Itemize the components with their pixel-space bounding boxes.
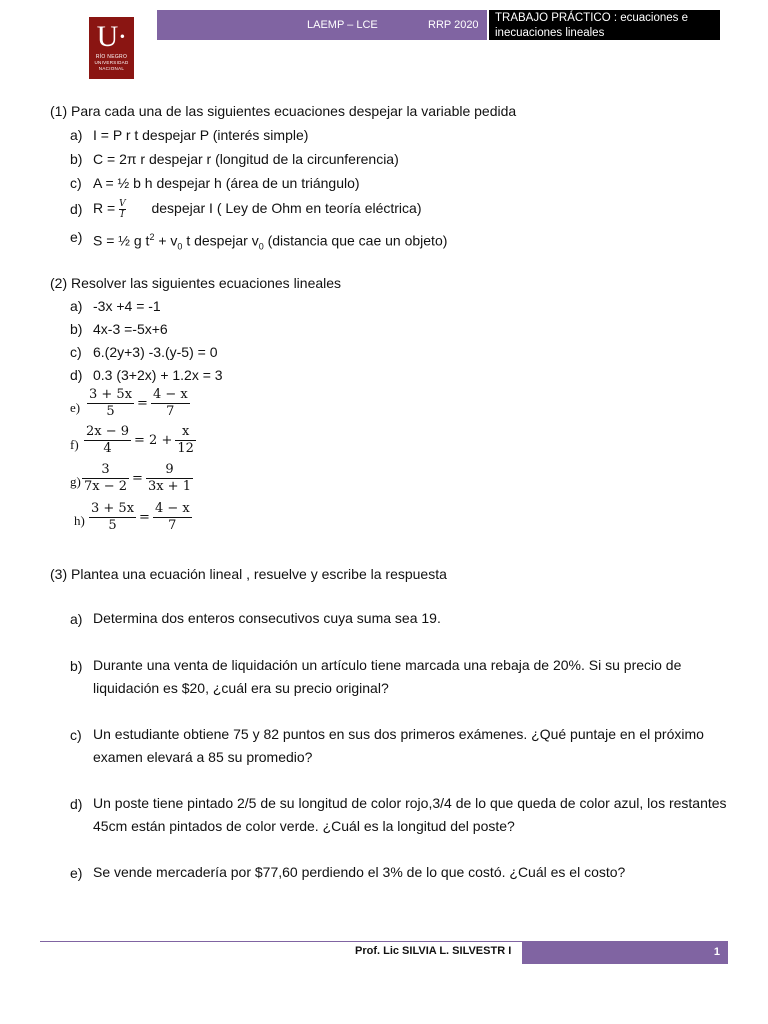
exponent: 2: [149, 232, 155, 242]
right-fraction: [175, 424, 196, 457]
logo-line-3: NACIONAL: [98, 65, 125, 71]
problem-text: Un estudiante obtiene 75 y 82 puntos en sus dos primeros exámenes. ¿Qué puntaje en el próximo examen elevará a 85 su promedio?: [93, 726, 704, 765]
item-label: a): [70, 298, 83, 314]
numerator: 3 + 5x: [91, 501, 135, 516]
page-number: 1: [713, 946, 720, 958]
item-label: f): [70, 437, 79, 452]
footer-author: Prof. Lic SILVIA L. SILVESTR I: [355, 945, 512, 957]
denominator: 7: [151, 403, 190, 420]
left-fraction: [84, 424, 131, 457]
fraction-equation-e: [87, 387, 190, 420]
formula-part: (distancia que cae un objeto): [263, 232, 448, 249]
item-label: e): [70, 229, 83, 245]
v-over-i-fraction: [119, 199, 126, 220]
item-label: a): [70, 127, 83, 143]
problem-text: Durante una venta de liquidación un artículo tiene marcada una rebaja de 20%. Si su precio de liquidación es $20, ¿cuál era su precio original?: [93, 657, 682, 696]
ohm-prefix: R =: [93, 200, 116, 216]
ohm-law-item: [93, 194, 422, 222]
numerator: 3 + 5x: [89, 387, 133, 402]
site-year: RRP 2020: [428, 19, 479, 31]
item-label: g): [70, 474, 81, 489]
formula-part: + v: [154, 232, 178, 249]
item-label: a): [70, 611, 83, 627]
item-label: d): [70, 796, 83, 812]
operator: = 2 +: [134, 433, 173, 448]
logo-line-2: UNIVERSIDAD: [94, 60, 129, 65]
denominator: 7: [153, 517, 192, 534]
logo-line-1: RÍO NEGRO: [95, 54, 128, 60]
numerator: 4 − x: [154, 501, 190, 516]
fraction-equation-h: [89, 501, 192, 534]
item-label: c): [70, 727, 82, 743]
subscript: 0: [258, 241, 264, 252]
numerator: 9: [165, 462, 174, 477]
operator: =: [137, 396, 148, 411]
logo-mark: U·: [96, 20, 127, 53]
left-fraction: [89, 501, 136, 534]
item-label: e): [70, 865, 83, 881]
header-bar: [157, 10, 487, 40]
item-label: e): [70, 400, 81, 415]
item-text: I = P r t despejar P (interés simple): [93, 127, 309, 143]
subscript: 0: [177, 241, 183, 252]
formula-part: t despejar v: [182, 232, 259, 249]
problem-text: Determina dos enteros consecutivos cuya suma sea 19.: [93, 610, 441, 626]
item-text: 4x-3 =-5x+6: [93, 321, 168, 337]
left-fraction: [82, 462, 129, 495]
fall-distance-item: [93, 228, 447, 255]
fraction-denominator: I: [120, 209, 125, 220]
operator: =: [139, 510, 150, 525]
operator: =: [132, 471, 143, 486]
item-label: d): [70, 201, 83, 217]
item-label: h): [74, 513, 85, 528]
numerator: 4 − x: [152, 387, 188, 402]
ohm-text: despejar I ( Ley de Ohm en teoría eléctrica): [151, 200, 422, 216]
item-label: d): [70, 367, 83, 383]
left-fraction: [87, 387, 134, 420]
footer-bar: [522, 942, 728, 964]
right-fraction: [146, 462, 193, 495]
item-label: b): [70, 151, 83, 167]
problem-text: Se vende mercadería por $77,60 perdiendo el 3% de lo que costó. ¿Cuál es el costo?: [93, 864, 626, 880]
document-title: TRABAJO PRÁCTICO : ecuaciones e inecuaciones lineales: [489, 10, 720, 40]
course-code: LAEMP – LCE: [307, 19, 378, 31]
denominator: 7x − 2: [84, 479, 128, 494]
item-text: 0.3 (3+2x) + 1.2x = 3: [93, 367, 223, 383]
numerator: 2x − 9: [86, 424, 130, 439]
problem-text: Un poste tiene pintado 2/5 de su longitud de color rojo,3/4 de lo que queda de color azul, los restantes 45cm están pintados de color verde. ¿Cuál es la longitud del poste?: [93, 795, 727, 834]
denominator: 4: [84, 440, 131, 457]
item-label: c): [70, 344, 82, 360]
item-label: b): [70, 321, 83, 337]
fraction-equation-f: [84, 424, 196, 457]
denominator: 5: [89, 517, 136, 534]
numerator: x: [181, 424, 190, 439]
denominator: 5: [87, 403, 134, 420]
fraction-numerator: V: [119, 198, 126, 209]
item-text: A = ½ b h despejar h (área de un triángulo): [93, 175, 360, 191]
section-3-heading: (3) Plantea una ecuación lineal , resuelve y escribe la respuesta: [50, 566, 447, 582]
item-text: C = 2π r despejar r (longitud de la circunferencia): [93, 151, 399, 167]
item-label: b): [70, 658, 83, 674]
section-1-heading: (1) Para cada una de las siguientes ecuaciones despejar la variable pedida: [50, 103, 517, 119]
section-2-heading: (2) Resolver las siguientes ecuaciones lineales: [50, 275, 342, 291]
item-text: 6.(2y+3) -3.(y-5) = 0: [93, 344, 218, 360]
denominator: 3x + 1: [147, 479, 191, 494]
right-fraction: [151, 387, 190, 420]
denominator: 12: [177, 441, 194, 456]
numerator: 3: [101, 462, 110, 477]
fraction-equation-g: [82, 462, 193, 495]
formula-part: S = ½ g t: [93, 232, 150, 249]
item-text: -3x +4 = -1: [93, 298, 161, 314]
item-label: c): [70, 175, 82, 191]
university-logo: [89, 17, 134, 79]
right-fraction: [153, 501, 192, 534]
